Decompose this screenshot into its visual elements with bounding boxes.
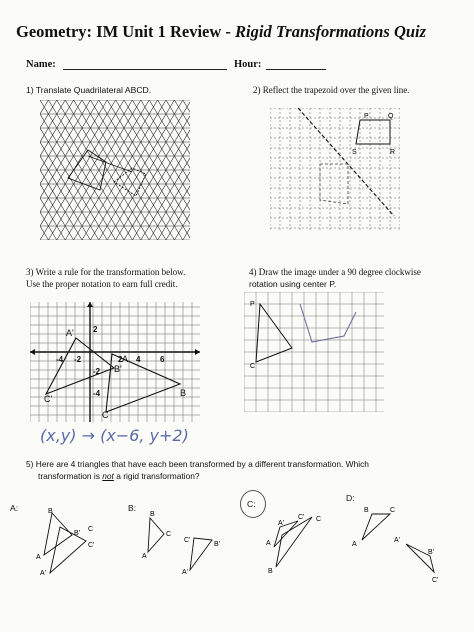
option-C-label[interactable]: C: [247,499,256,509]
question-3-line2: Use the proper notation to earn full credit. [26,279,178,289]
question-4-line2: rotation using center P. [249,279,337,289]
q3-label-A-prime: A' [66,328,74,338]
y-tick-neg2: -2 [93,367,101,376]
y-tick-neg4: -4 [93,389,101,398]
option-C-figure[interactable] [260,505,340,580]
title-italic: Rigid Transformations Quiz [235,22,427,41]
option-D-label[interactable]: D: [346,493,355,503]
x-tick-6: 6 [160,355,165,364]
svg-text:A': A' [278,520,285,527]
svg-text:A: A [142,553,147,560]
svg-text:C': C' [88,542,95,549]
reflection-line [298,108,394,216]
svg-text:A: A [352,541,357,548]
title-main: Geometry: IM Unit 1 Review - [16,22,236,41]
q4-label-P: P [250,301,255,308]
svg-text:C': C' [432,577,439,584]
x-tick-neg4: -4 [56,355,64,364]
q3-handwritten-answer: (x,y) → (x−6, y+2) [40,426,189,445]
svg-text:B: B [48,508,53,515]
question-5-line1: 5) Here are 4 triangles that have each been transformed by a different transformation. Which [26,459,369,469]
page-title [16,22,426,42]
question-4-line1: 4) Draw the image under a 90 degree clockwise [249,267,421,277]
q3-label-B: B [180,388,187,398]
q4-preimage [256,304,292,362]
q4-grid [244,292,384,412]
x-tick-4: 4 [136,355,141,364]
q2-trapezoid [356,120,390,144]
hour-label: Hour: [234,59,262,70]
svg-text:C': C' [298,514,305,521]
svg-text:A': A' [40,570,47,577]
option-B-figure[interactable] [140,510,230,580]
svg-text:C': C' [184,537,191,544]
q4-label-C: C [250,363,256,370]
svg-text:C: C [316,516,322,523]
q3-image-triangle [46,338,114,394]
question-1: 1) Translate Quadrilateral ABCD. [26,85,152,95]
y-tick-2: 2 [93,325,98,334]
q3-label-B-prime: B' [114,364,122,374]
q3-label-A: A [122,354,129,364]
q2-label-Q: Q [388,113,394,120]
q2-label-P: P [364,113,369,120]
question-5-line2: transformation is not a rigid transformation? [38,471,200,481]
svg-text:B: B [364,507,369,514]
svg-text:B': B' [214,541,221,548]
option-B-label[interactable]: B: [128,503,137,513]
option-D-figure[interactable] [350,500,450,585]
q1-triangle-grid [40,100,190,240]
x-tick-neg2: -2 [74,355,82,364]
svg-text:A': A' [182,569,189,576]
q2-label-R: R [390,149,396,156]
q2-label-S: S [352,149,357,156]
q2-grid [270,108,400,232]
question-3-line1: 3) Write a rule for the transformation below. [26,267,186,277]
svg-text:C: C [88,526,94,533]
svg-text:B': B' [74,530,81,537]
question-2: 2) Reflect the trapezoid over the given line. [253,85,410,95]
svg-text:A: A [266,540,271,547]
svg-text:C: C [390,507,396,514]
svg-text:A': A' [394,537,401,544]
q3-coordinate-graph [30,302,200,422]
name-label: Name: [26,59,56,70]
option-A-label[interactable]: A: [10,503,19,513]
q3-label-C-prime: C' [44,394,53,404]
hour-blank[interactable] [266,69,326,70]
svg-text:C: C [166,531,172,538]
svg-text:B': B' [428,549,435,556]
name-blank[interactable] [63,69,227,70]
option-A-figure[interactable] [30,505,110,580]
q3-label-C: C [102,410,109,420]
svg-text:B: B [150,511,155,518]
svg-text:B: B [268,568,273,575]
x-tick-2: 2 [118,355,123,364]
svg-text:A: A [36,554,41,561]
